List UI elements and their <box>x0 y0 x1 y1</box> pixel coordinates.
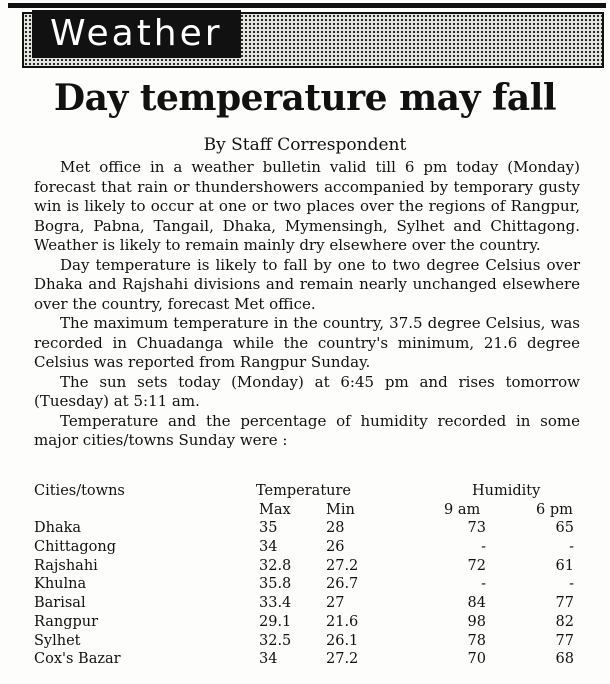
table-row <box>34 519 580 538</box>
humidity-6pm-cell: - <box>569 539 574 556</box>
humidity-9am-cell: 98 <box>467 613 486 630</box>
humidity-9am-cell: 73 <box>467 520 486 537</box>
table-row <box>34 594 580 613</box>
header-9am: 9 am <box>444 501 481 518</box>
humidity-9am-cell: - <box>481 539 486 556</box>
humidity-9am-cell: - <box>481 576 486 593</box>
header-temperature: Temperature <box>256 483 351 499</box>
humidity-6pm-cell: 68 <box>555 651 574 668</box>
paragraph: Day temperature is likely to fall by one to two degree Celsius over Dhaka and Rajshahi divisions and remain nearly unchanged elsewhere over the country, forecast Met office. <box>34 255 580 313</box>
max-temp-cell: 33.4 <box>259 595 292 612</box>
paragraph: The maximum temperature in the country, 37.5 degree Celsius, was recorded in Chuadanga while the country's minimum, 21.6 degree Celsius was reported from Rangpur Sunday. <box>34 314 580 371</box>
table-row <box>34 557 580 576</box>
header-humidity: Humidity <box>472 483 541 499</box>
headline: Day temperature may fall <box>53 77 557 119</box>
max-temp-cell: 32.5 <box>259 632 292 649</box>
table-subheader-row <box>34 501 580 520</box>
header-max: Max <box>259 501 291 518</box>
city-cell: Sylhet <box>34 632 81 649</box>
city-cell: Rangpur <box>34 613 99 630</box>
min-temp-cell: 27 <box>326 595 345 612</box>
max-temp-cell: 34 <box>259 539 278 556</box>
max-temp-cell: 35.8 <box>259 576 292 593</box>
humidity-6pm-cell: 82 <box>555 613 574 630</box>
table-header-row <box>34 482 580 501</box>
table-row <box>34 632 580 651</box>
min-temp-cell: 26.1 <box>326 632 359 649</box>
table-row <box>34 650 580 669</box>
humidity-9am-cell: 70 <box>467 651 486 668</box>
header-city: Cities/towns <box>34 483 125 499</box>
min-temp-cell: 26 <box>326 539 345 556</box>
city-cell: Chittagong <box>34 539 117 556</box>
min-temp-cell: 27.2 <box>326 651 359 668</box>
min-temp-cell: 28 <box>326 520 345 537</box>
byline: By Staff Correspondent <box>203 135 407 155</box>
header-6pm: 6 pm <box>536 501 573 518</box>
weather-table <box>34 482 580 669</box>
max-temp-cell: 29.1 <box>259 613 292 630</box>
min-temp-cell: 27.2 <box>326 557 359 574</box>
max-temp-cell: 32.8 <box>259 557 292 574</box>
city-cell: Rajshahi <box>34 557 98 574</box>
humidity-6pm-cell: 77 <box>555 632 574 649</box>
paragraph: Temperature and the percentage of humidity recorded in some major cities/towns Sunday were : <box>34 411 580 449</box>
table-row <box>34 575 580 594</box>
paragraph: The sun sets today (Monday) at 6:45 pm and rises tomorrow (Tuesday) at 5:11 am. <box>34 372 580 410</box>
humidity-9am-cell: 84 <box>467 595 486 612</box>
max-temp-cell: 35 <box>259 520 278 537</box>
table-body <box>34 519 580 669</box>
max-temp-cell: 34 <box>259 651 278 668</box>
table-row <box>34 613 580 632</box>
section-label: Weather <box>32 10 241 58</box>
min-temp-cell: 21.6 <box>326 613 359 630</box>
city-cell: Cox's Bazar <box>34 651 121 668</box>
city-cell: Khulna <box>34 576 87 593</box>
table-row <box>34 538 580 557</box>
humidity-6pm-cell: 65 <box>555 520 574 537</box>
top-rule <box>8 3 606 8</box>
paragraph: Met office in a weather bulletin valid till 6 pm today (Monday) forecast that rain or thundershowers accompanied by temporary gusty win is likely to occur at one or two places over the regions of Rangpur, Bogra, Pabna, Tangail, Dhaka, Mymensingh, Sylhet and Chittagong. Weather is likely to remain mainly dry elsewhere over the country. <box>34 158 580 254</box>
article-body <box>34 158 580 451</box>
humidity-6pm-cell: 77 <box>555 595 574 612</box>
humidity-6pm-cell: 61 <box>555 557 574 574</box>
humidity-6pm-cell: - <box>569 576 574 593</box>
min-temp-cell: 26.7 <box>326 576 359 593</box>
city-cell: Barisal <box>34 595 86 612</box>
city-cell: Dhaka <box>34 520 82 537</box>
humidity-9am-cell: 72 <box>467 557 486 574</box>
header-min: Min <box>326 501 355 518</box>
humidity-9am-cell: 78 <box>467 632 486 649</box>
